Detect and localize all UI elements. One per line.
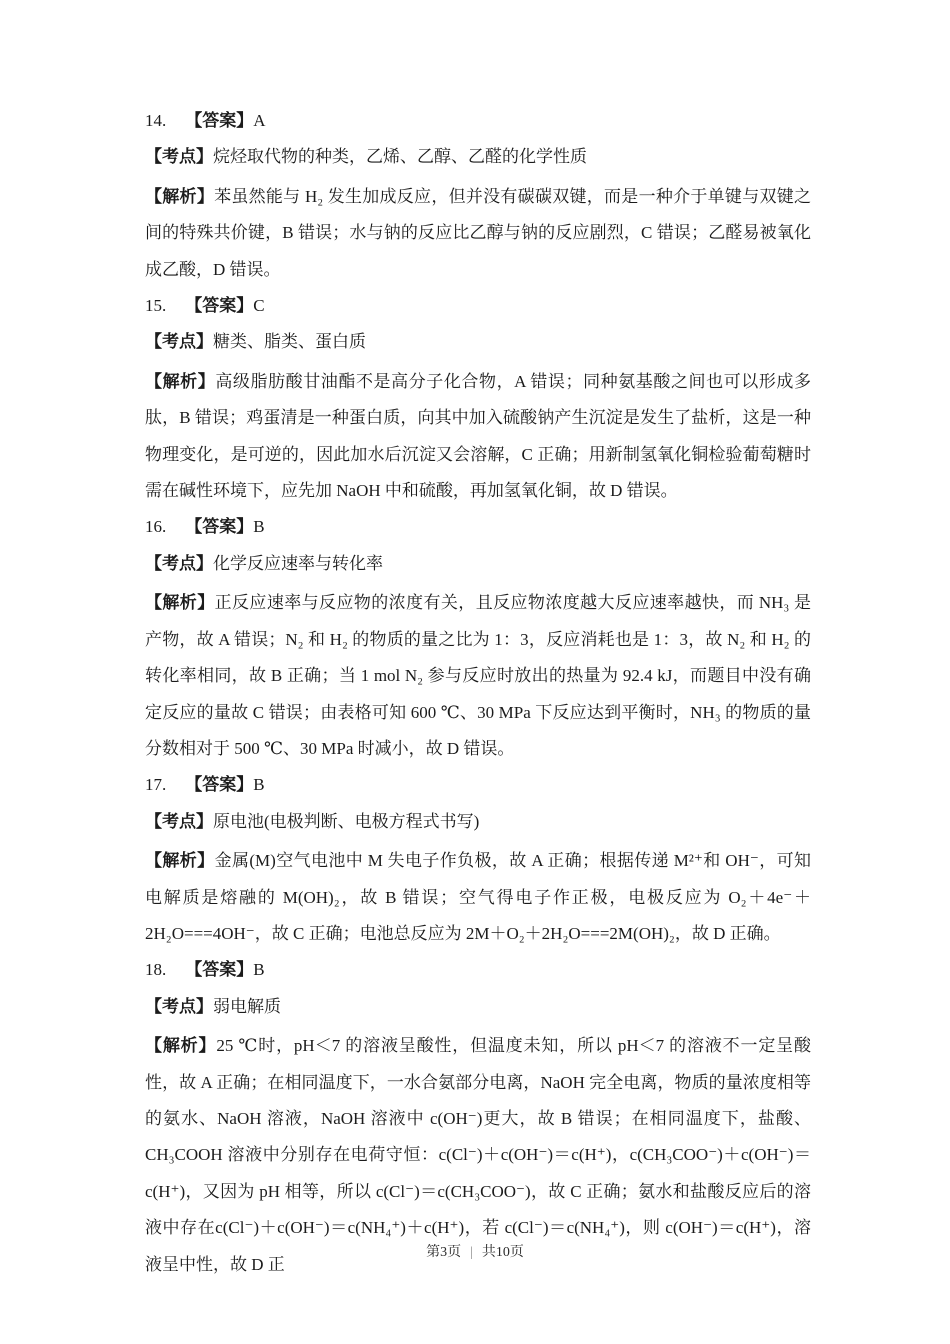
analysis-text: 苯虽然能与 H₂ 发生加成反应，但并没有碳碳双键，而是一种介于单键与双键之间的特殊共价键，B 错误；水与钠的反应比乙醇与钠的反应剧烈，C 错误；乙醛易被氧化成乙酸，D 错误。 [145, 186, 812, 279]
answer-label: 【答案】 [185, 960, 254, 980]
answer-label: 【答案】 [185, 296, 254, 316]
question-number: 15. [145, 296, 167, 316]
analysis-label: 【解析】 [145, 186, 215, 206]
topic-line [145, 324, 811, 360]
analysis-text: 正反应速率与反应物的浓度有关，且反应物浓度越大反应速率越快，而 NH₃ 是产物，故 A 错误；N₂ 和 H₂ 的物质的量之比为 1：3，反应消耗也是 1：3，故 N₂ 和 H₂ 的转化率相同，故 B 正确；当 1 mol N₂ 参与反应时放出的热量为 92.4 kJ，而题目中没有确定反应的量故 C 错误；由表格可知 600 ℃、30 MPa 下反应达到平衡时，NH₃ 的物质的量分数相对于 500 ℃、30 MPa 时减小，故 D 错误。 [145, 593, 811, 758]
answer-label: 【答案】 [185, 775, 254, 795]
answer-value: C [253, 296, 265, 316]
topic-text: 糖类、脂类、蛋白质 [213, 332, 366, 352]
topic-label: 【考点】 [145, 332, 213, 352]
topic-line [145, 989, 811, 1025]
question-number: 17. [145, 775, 167, 795]
topic-line [145, 546, 811, 582]
topic-text: 弱电解质 [213, 996, 281, 1016]
footer-total-pages: 共10页 [481, 1245, 524, 1260]
answer-line [145, 288, 811, 324]
footer-page-number: 第3页 [426, 1245, 462, 1260]
analysis-label: 【解析】 [145, 1036, 217, 1056]
topic-text: 化学反应速率与转化率 [213, 553, 383, 573]
answer-item-15 [145, 288, 811, 509]
analysis-text: 金属(M)空气电池中 M 失电子作负极，故 A 正确；根据传递 M²⁺和 OH⁻，可知电解质是熔融的 M(OH)₂，故 B 错误；空气得电子作正极，电极反应为 O₂＋4e⁻＋2H₂O===4OH⁻，故 C 正确；电池总反应为 2M＋O₂＋2H₂O===2M(OH)₂，故 D 正确。 [145, 851, 812, 943]
topic-label: 【考点】 [145, 147, 213, 167]
analysis-label: 【解析】 [145, 593, 215, 613]
analysis-paragraph [145, 843, 811, 952]
answer-sheet-content [145, 103, 811, 1283]
topic-line [145, 804, 811, 840]
question-number: 16. [145, 517, 167, 537]
answer-line [145, 952, 811, 988]
question-number: 14. [145, 111, 167, 130]
answer-label: 【答案】 [185, 111, 254, 130]
topic-label: 【考点】 [145, 811, 213, 831]
answer-item-18 [145, 952, 811, 1283]
analysis-label: 【解析】 [145, 851, 215, 871]
answer-label: 【答案】 [185, 517, 254, 537]
topic-text: 烷烃取代物的种类，乙烯、乙醇、乙醛的化学性质 [213, 147, 587, 167]
answer-line [145, 767, 811, 803]
page-footer [0, 1241, 950, 1261]
answer-item-14 [145, 103, 811, 288]
analysis-text: 25 ℃时，pH＜7 的溶液呈酸性，但温度未知，所以 pH＜7 的溶液不一定呈酸性，故 A 正确；在相同温度下，一水合氨部分电离，NaOH 完全电离，物质的量浓度相等的氨水、NaOH 溶液，NaOH 溶液中 c(OH⁻)更大，故 B 错误；在相同温度下，盐酸、CH₃COOH 溶液中分别存在电荷守恒：c(Cl⁻)＋c(OH⁻)＝c(H⁺)，c(CH₃COO⁻)＋c(OH⁻)＝c(H⁺)，又因为 pH 相等，所以 c(Cl⁻)＝c(CH₃COO⁻)，故 C 正确；氨水和盐酸反应后的溶液中存在c(Cl⁻)＋c(OH⁻)＝c(NH₄⁺)＋c(H⁺)，若 c(Cl⁻)＝c(NH₄⁺)，则 c(OH⁻)＝c(H⁺)，溶液呈中性，故 D 正 [145, 1036, 811, 1274]
analysis-paragraph [145, 179, 811, 288]
topic-label: 【考点】 [145, 996, 213, 1016]
answer-value: B [253, 775, 265, 795]
analysis-paragraph [145, 364, 811, 510]
analysis-label: 【解析】 [145, 371, 216, 391]
question-number: 18. [145, 960, 167, 980]
answer-item-17 [145, 767, 811, 952]
topic-text: 原电池(电极判断、电极方程式书写) [213, 811, 480, 831]
answer-item-16 [145, 509, 811, 767]
answer-value: B [253, 960, 265, 980]
footer-separator: | [470, 1245, 473, 1260]
analysis-paragraph [145, 585, 811, 767]
answer-line [145, 509, 811, 545]
topic-line [145, 139, 811, 175]
answer-line [145, 103, 811, 139]
answer-value: A [253, 111, 266, 130]
topic-label: 【考点】 [145, 553, 213, 573]
answer-value: B [253, 517, 265, 537]
analysis-text: 高级脂肪酸甘油酯不是高分子化合物，A 错误；同种氨基酸之间也可以形成多肽，B 错误；鸡蛋清是一种蛋白质，向其中加入硫酸钠产生沉淀是发生了盐析，这是一种物理变化，是可逆的，因此加水后沉淀又会溶解，C 正确；用新制氢氧化铜检验葡萄糖时需在碱性环境下，应先加 NaOH 中和硫酸，再加氢氧化铜，故 D 错误。 [145, 371, 812, 501]
